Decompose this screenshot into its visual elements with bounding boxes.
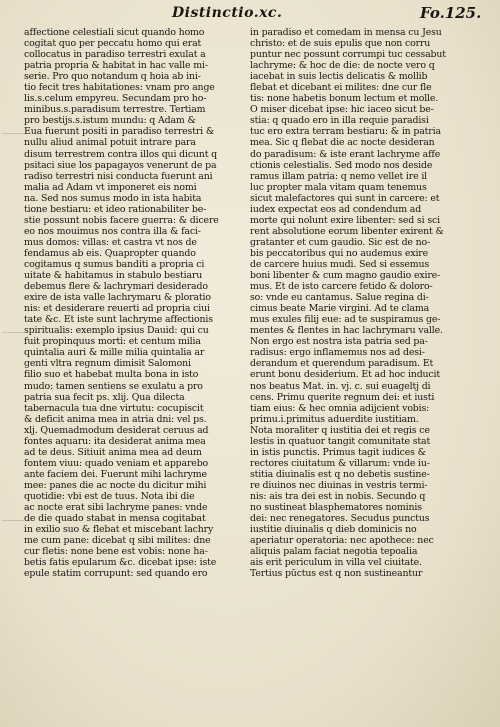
text-line: primu.i.primitus aduerdite iustitiam. [250, 413, 419, 425]
text-line: mus. Et de isto carcere fetido & doloro- [250, 281, 433, 293]
text-line: aperiatur operatoria: nec apothece: nec [250, 535, 434, 547]
text-line: cogitat quo per peccatu homo qui erat [24, 38, 202, 50]
text-line: ad te deus. Sitiuit anima mea ad deum [24, 446, 202, 458]
text-line: spiritualis: exemplo ipsius Dauid: qui cu [24, 325, 209, 337]
text-line: do paradisum: & iste erant lachryme affe [250, 148, 441, 160]
text-line: affectione celestiali sicut quando homo [24, 27, 205, 38]
text-line: ante faciem dei. Fuerunt mihi lachryme [24, 468, 207, 480]
text-line: Non ergo est nostra ista patria sed pa- [250, 336, 428, 348]
text-line: erunt bonu desiderium. Et ad hoc inducit [250, 369, 440, 381]
text-line: tabernacula tua dne virtutu: cocupiscit [24, 402, 204, 414]
text-line: cens. Primu querite regnum dei: et iusti [250, 391, 435, 403]
text-line: ac nocte erat sibi lachryme panes: vnde [24, 502, 208, 514]
text-line: patria sua fecit ps. xlij. Qua dilecta [24, 391, 185, 403]
text-line: nullu aliud animal potuit intrare para [24, 137, 196, 149]
text-line: no sustineat blasphematores nominis [250, 502, 422, 514]
page-header [0, 3, 500, 25]
running-head: Distinctio.xc. [172, 5, 283, 21]
text-line: de carcere huius mudi. Sed si essemus [250, 258, 430, 270]
text-line: radiso terrestri nisi conducta fuerunt ani [24, 170, 213, 182]
text-line: & deficit anima mea in atria dni: vel ps. [24, 413, 207, 425]
text-line: cimus beate Marie virgini. Ad te clama [250, 303, 430, 315]
text-line: flebat et dicebant ei milites: dne cur fle [250, 82, 432, 94]
text-line: na. Sed nos sumus modo in ista habita [24, 192, 202, 204]
text-line: mentes & flentes in hac lachrymaru valle. [250, 325, 443, 337]
text-line: iacebat in suis lectis delicatis & mollib [250, 71, 428, 83]
text-line: collocatus in paradiso terrestri exulat a [24, 49, 206, 61]
text-line: nis: ais tra dei est in nobis. Secundo q [250, 490, 426, 502]
text-line: ais erit periculum in villa vel ciuitate. [250, 557, 422, 569]
text-line: fuit propinquus morti: et centum milia [24, 336, 201, 348]
text-column-right [250, 27, 478, 579]
text-line: fontes aquaru: ita desiderat anima mea [24, 435, 206, 447]
text-line: minibus.s.paradisum terrestre. Tertiam [24, 104, 206, 116]
text-line: tate &c. Et iste sunt lachryme affectionis [24, 314, 213, 326]
text-line: christo: et de suis epulis que non corru [250, 38, 431, 50]
text-line: pro bestijs.s.istum mundu: q Adam & [24, 115, 196, 127]
text-line: patria propria & habitat in hac valle mi- [24, 60, 208, 72]
text-line: puntur nec possunt corrumpi tuc cessabut [250, 49, 446, 61]
text-line: uitate & habitamus in stabulo bestiaru [24, 270, 203, 282]
text-line: lestis in quatuor tangit comunitate stat [250, 435, 431, 447]
text-line: mee: panes die ac nocte du dicitur mihi [24, 479, 207, 491]
text-line: me cum pane: dicebat q sibi milites: dne [24, 535, 211, 547]
text-line: cogitamus q sumus banditi a propria ci [24, 258, 205, 270]
text-line: quintalia auri & mille milia quintalia ar [24, 347, 205, 359]
text-line: serie. Pro quo notandum q hoia ab ini- [24, 71, 201, 83]
text-line: fontem viuu: quado veniam et apparebo [24, 457, 209, 469]
text-line: in exilio suo & flebat et miscebant lachry [24, 524, 214, 536]
folio-number: Fo.125. [420, 4, 482, 22]
text-line: Eua fuerunt positi in paradiso terrestri & [24, 126, 215, 138]
text-line: lachryme: & hoc de die: de nocte vero q [250, 60, 435, 72]
text-line: radisus: ergo inflamemus nos ad desi- [250, 347, 425, 359]
text-line: aliquis palam faciat negotia tepoalia [250, 546, 418, 558]
text-line: luc propter mala vitam quam tenemus [250, 181, 427, 193]
text-line: iustitie diuinalis q dieb dominicis no [250, 524, 417, 536]
margin-stroke [2, 520, 24, 521]
text-line: de die quado stabat in mensa cogitabat [24, 513, 206, 525]
text-line: eo nos mouimus nos contra illa & faci- [24, 225, 201, 237]
text-line: stie possunt nobis facere guerra: & dicere [24, 214, 219, 226]
text-line: boni libenter & cum magno gaudio exire- [250, 270, 441, 282]
text-line: disum terrestrem contra illos qui dicunt q [24, 148, 217, 160]
text-line: gratanter et cum gaudio. Sic est de no- [250, 236, 431, 248]
text-line: quotidie: vbi est de tuus. Nota ibi die [24, 490, 195, 502]
text-line: xlj. Quemadmodum desiderat ceruus ad [24, 424, 209, 436]
text-line: exire de ista valle lachrymaru & ploratio [24, 292, 211, 304]
text-line: O miser dicebat ipse: hic iaceo sicut be- [250, 104, 434, 116]
text-line: iudex expectat eos ad condendum ad [250, 203, 422, 215]
text-line: bis peccatoribus qui no audemus exire [250, 247, 429, 259]
text-line: morte qui nolunt exire libenter: sed si sci [250, 214, 440, 226]
margin-stroke [2, 332, 24, 333]
text-line: cur fletis: none bene est vobis: none ha- [24, 546, 208, 558]
text-line: re diuinos nec diuinas in vestris termi- [250, 479, 428, 491]
text-line: stitia diuinalis est q no debetis sustine- [250, 468, 430, 480]
text-line: nos beatus Mat. in. vj. c. sui euageltj di [250, 380, 431, 392]
text-line: fendamus ab eis. Quapropter quando [24, 247, 196, 259]
text-line: ramus illam patria: q nemo vellet ire il [250, 170, 428, 182]
text-line: so: vnde eu cantamus. Salue regina di- [250, 292, 429, 304]
text-line: rent absolutione eorum libenter exirent & [250, 225, 444, 237]
text-line: rectores ciuitatum & villarum: vnde iu- [250, 457, 430, 469]
text-line: mus domos: villas: et castra vt nos de [24, 236, 197, 248]
text-line: mudo: tamen sentiens se exulatu a pro [24, 380, 203, 392]
text-line: lis.s.celum empyreu. Secundam pro ho- [24, 93, 207, 105]
text-line: Nota moraliter q iustitia dei et regis ce [250, 424, 430, 436]
text-line: mea. Sic q flebat die ac nocte desideran [250, 137, 435, 149]
text-line: malia ad Adam vt imponeret eis nomi [24, 181, 197, 193]
text-line: genti vltra regnum dimisit Salomoni [24, 358, 191, 370]
text-line: derandum et querendum paradisum. Et [250, 358, 434, 370]
text-line: tio fecit tres habitationes: vnam pro ange [24, 82, 215, 94]
text-column-left [24, 27, 252, 579]
margin-stroke [2, 133, 24, 134]
text-line: Tertius pūctus est q non sustineantur [250, 568, 423, 580]
text-line: psitaci siue los papagayos venerunt de pa [24, 159, 217, 171]
text-line: debemus flere & lachrymari desiderado [24, 281, 208, 293]
text-line: tiam eius: & hec omnia adijcient vobis: [250, 402, 430, 414]
text-line: tuc ero extra terram bestiaru: & in patria [250, 126, 441, 138]
text-line: epule statim corrupunt: sed quando ero [24, 568, 208, 580]
text-line: mus exules filij eue: ad te suspiramus ge- [250, 314, 441, 326]
text-line: stia: q quado ero in illa requie paradisi [250, 115, 429, 127]
text-line: tione bestiaru: et ideo rationabiliter be- [24, 203, 207, 215]
text-line: betis fatis epularum &c. dicebat ipse: iste [24, 557, 217, 569]
text-line: nis: et desiderare reuerti ad propria ciui [24, 303, 210, 315]
text-line: tis: none habetis bonum lectum et molle. [250, 93, 439, 105]
text-line: filio suo et habebat multa bona in isto [24, 369, 199, 381]
text-line: dei: nec renegatores. Secudus punctus [250, 513, 430, 525]
text-line: sicut malefactores qui sunt in carcere: et [250, 192, 440, 204]
text-line: in istis punctis. Primus tagit iudices & [250, 446, 426, 458]
text-line: ctionis celestialis. Sed modo nos deside [250, 159, 433, 171]
text-line: in paradiso et comedam in mensa cu Jesu [250, 27, 442, 38]
